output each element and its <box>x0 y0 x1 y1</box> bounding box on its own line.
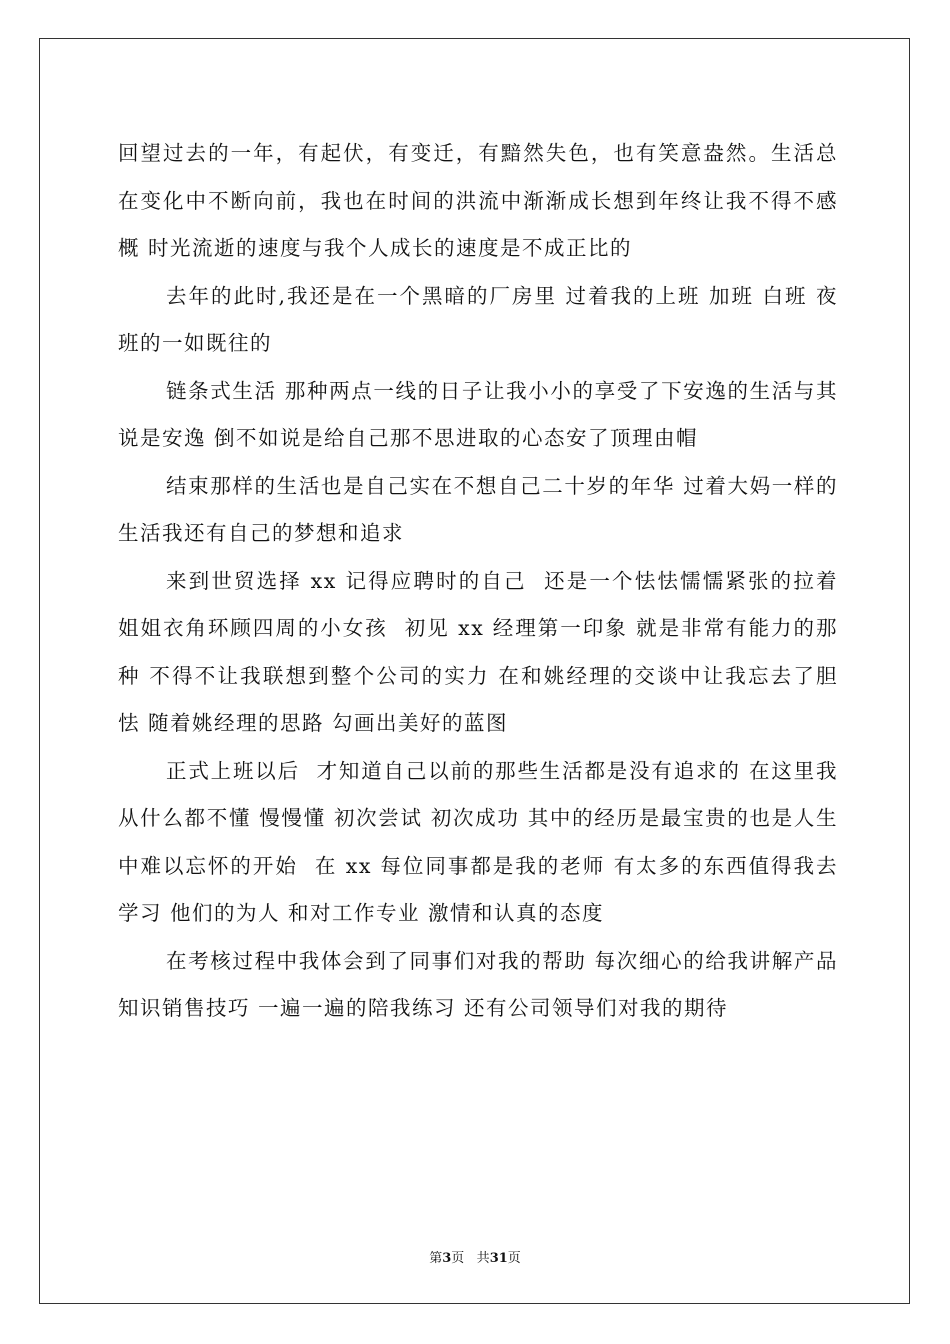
paragraph-2: 去年的此时,我还是在一个黑暗的厂房里 过着我的上班 加班 白班 夜班的一如既往的 <box>118 283 838 355</box>
page-prefix: 第 <box>429 1251 443 1266</box>
document-body <box>118 130 838 1033</box>
total-prefix: 共 <box>476 1251 490 1266</box>
total-suffix: 页 <box>507 1251 521 1266</box>
paragraph-3: 链条式生活 那种两点一线的日子让我小小的享受了下安逸的生活与其说是安逸 倒不如说是给自己那不思进取的心态安了顶理由帽 <box>118 378 838 450</box>
paragraph-5: 来到世贸选择 xx 记得应聘时的自己 还是一个怯怯懦懦紧张的拉着姐姐衣角环顾四周的小女孩 初见 xx 经理第一印象 就是非常有能力的那种 不得不让我联想到整个公司的实力 在和姚经理的交谈中让我忘去了胆怯 随着姚经理的思路 勾画出美好的蓝图 <box>118 568 838 735</box>
page-number: 3 <box>442 1251 452 1266</box>
paragraph-6: 正式上班以后 才知道自己以前的那些生活都是没有追求的 在这里我从什么都不懂 慢慢懂 初次尝试 初次成功 其中的经历是最宝贵的也是人生中难以忘怀的开始 在 xx 每位同事都是我的老师 有太多的东西值得我去学习 他们的为人 和对工作专业 激情和认真的态度 <box>118 758 838 925</box>
paragraph-1: 回望过去的一年，有起伏，有变迁，有黯然失色，也有笑意盎然。生活总在变化中不断向前，我也在时间的洪流中渐渐成长想到年终让我不得不感概 时光流逝的速度与我个人成长的速度是不成正比的 <box>118 141 838 260</box>
page-suffix: 页 <box>451 1251 465 1266</box>
total-pages: 31 <box>489 1251 508 1266</box>
paragraph-7: 在考核过程中我体会到了同事们对我的帮助 每次细心的给我讲解产品知识销售技巧 一遍一遍的陪我练习 还有公司领导们对我的期待 <box>118 948 838 1020</box>
page-footer <box>0 1247 950 1266</box>
paragraph-4: 结束那样的生活也是自己实在不想自己二十岁的年华 过着大妈一样的生活我还有自己的梦想和追求 <box>118 473 838 545</box>
